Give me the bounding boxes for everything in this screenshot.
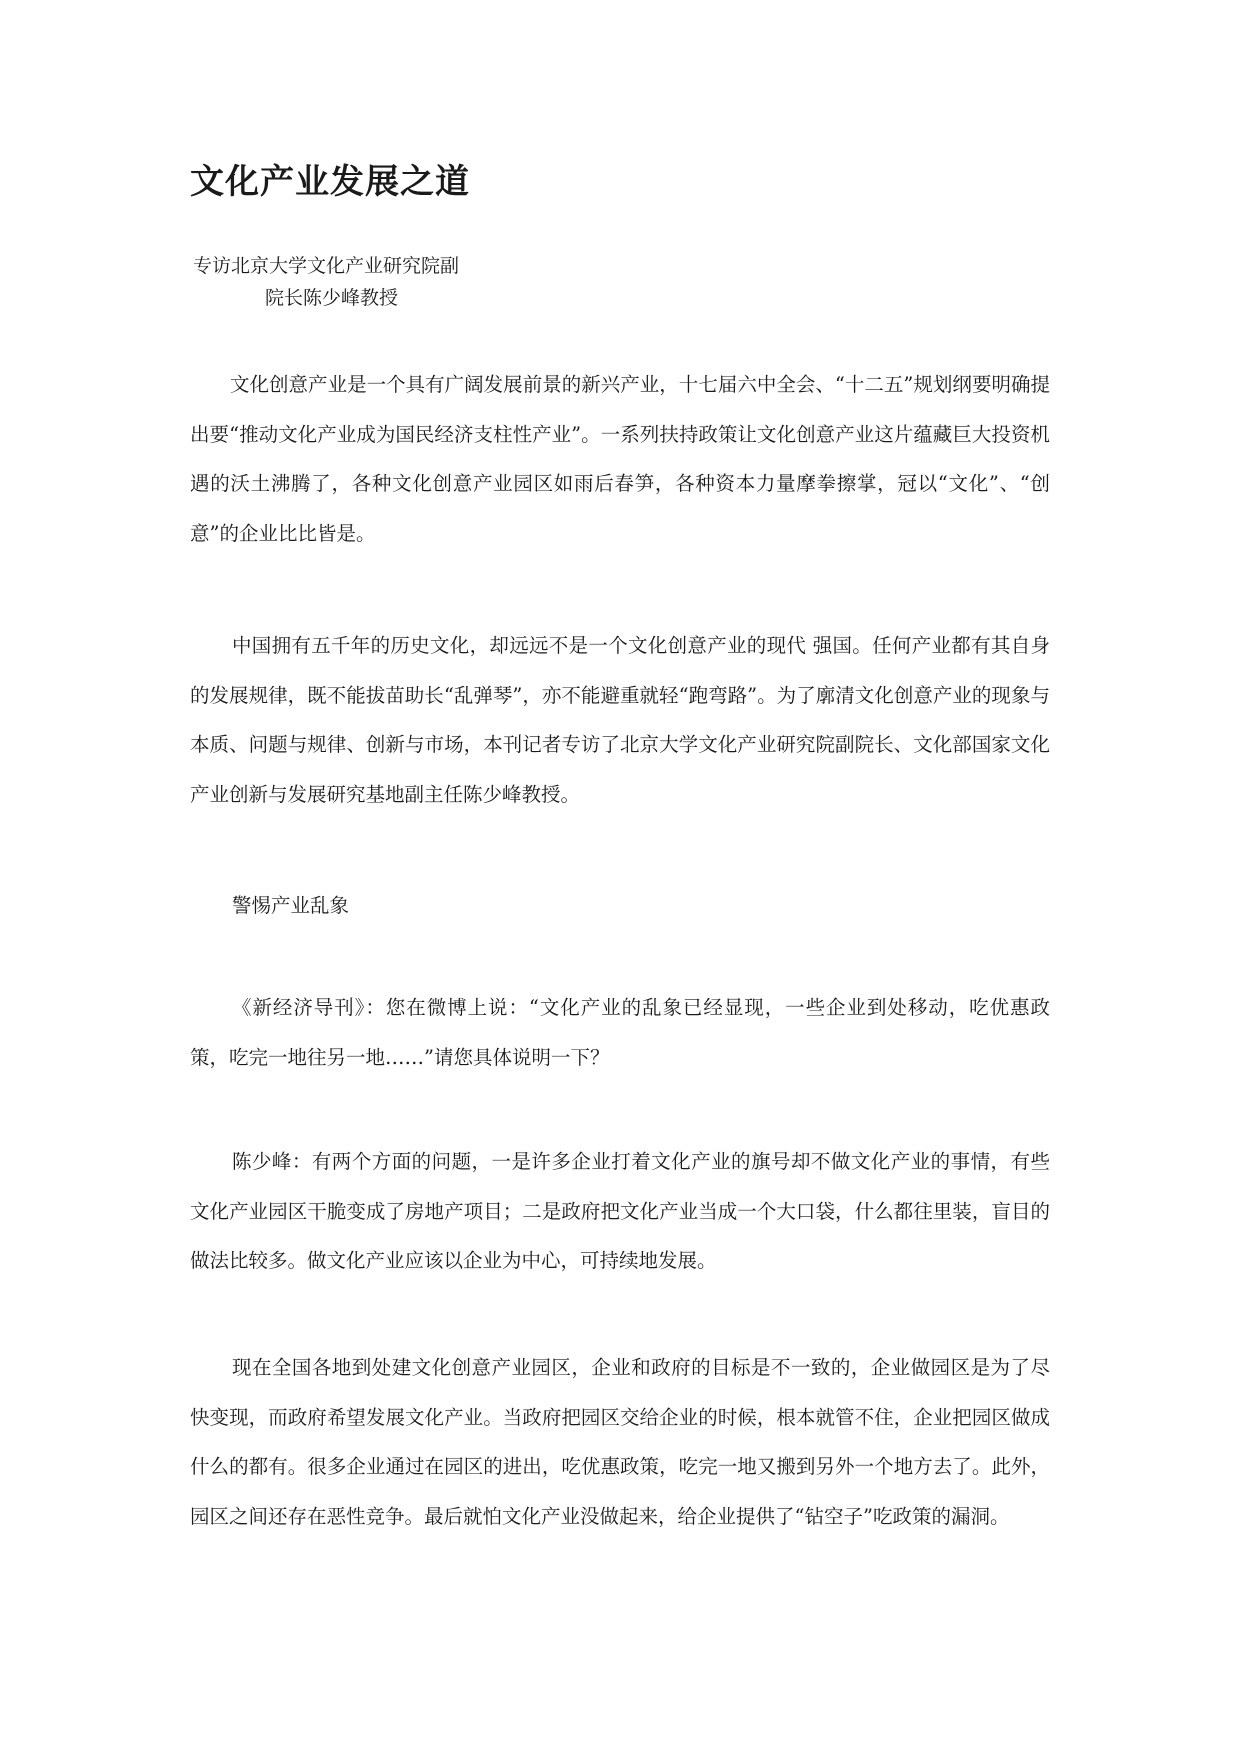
- paragraph-intro: 文化创意产业是一个具有广阔发展前景的新兴产业，十七届六中全会、“十二五”规划纲要明确提出要“推动文化产业成为国民经济支柱性产业”。一系列扶持政策让文化创意产业这片蕴藏巨大投资机遇的沃土沸腾了，各种文化创意产业园区如雨后春笋，各种资本力量摩拳擦掌，冠以“文化”、“创意”的企业比比皆是。: [190, 373, 1050, 545]
- paragraph-question: 《新经济导刊》：您在微博上说：“文化产业的乱象已经显现，一些企业到处移动，吃优惠政策，吃完一地往另一地……”请您具体说明一下？: [190, 996, 1050, 1069]
- article-subtitle: [193, 250, 523, 314]
- paragraph-parks: 现在全国各地到处建文化创意产业园区，企业和政府的目标是不一致的，企业做园区是为了尽快变现，而政府希望发展文化产业。当政府把园区交给企业的时候，根本就管不住，企业把园区做成什么的都有。很多企业通过在园区的进出，吃优惠政策，吃完一地又搬到另外一个地方去了。此外，园区之间还存在恶性竞争。最后就怕文化产业没做起来，给企业提供了“钻空子”吃政策的漏洞。: [190, 1356, 1050, 1528]
- paragraph-background: 中国拥有五千年的历史文化，却远远不是一个文化创意产业的现代 强国。任何产业都有其自身的发展规律，既不能拔苗助长“乱弹琴”，亦不能避重就轻“跑弯路”。为了廓清文化创意产业的现象与本质、问题与规律、创新与市场，本刊记者专访了北京大学文化产业研究院副院长、文化部国家文化产业创新与发展研究基地副主任陈少峰教授。: [190, 634, 1050, 806]
- paragraph-answer: 陈少峰：有两个方面的问题，一是许多企业打着文化产业的旗号却不做文化产业的事情，有些文化产业园区干脆变成了房地产项目；二是政府把文化产业当成一个大口袋，什么都往里装，盲目的做法比较多。做文化产业应该以企业为中心，可持续地发展。: [190, 1150, 1050, 1272]
- subtitle-line-2: 院长陈少峰教授: [265, 287, 399, 309]
- article-title: 文化产业发展之道: [190, 162, 470, 202]
- section-heading: 警惕产业乱象: [232, 894, 350, 917]
- subtitle-line-1: 专访北京大学文化产业研究院副: [193, 255, 460, 277]
